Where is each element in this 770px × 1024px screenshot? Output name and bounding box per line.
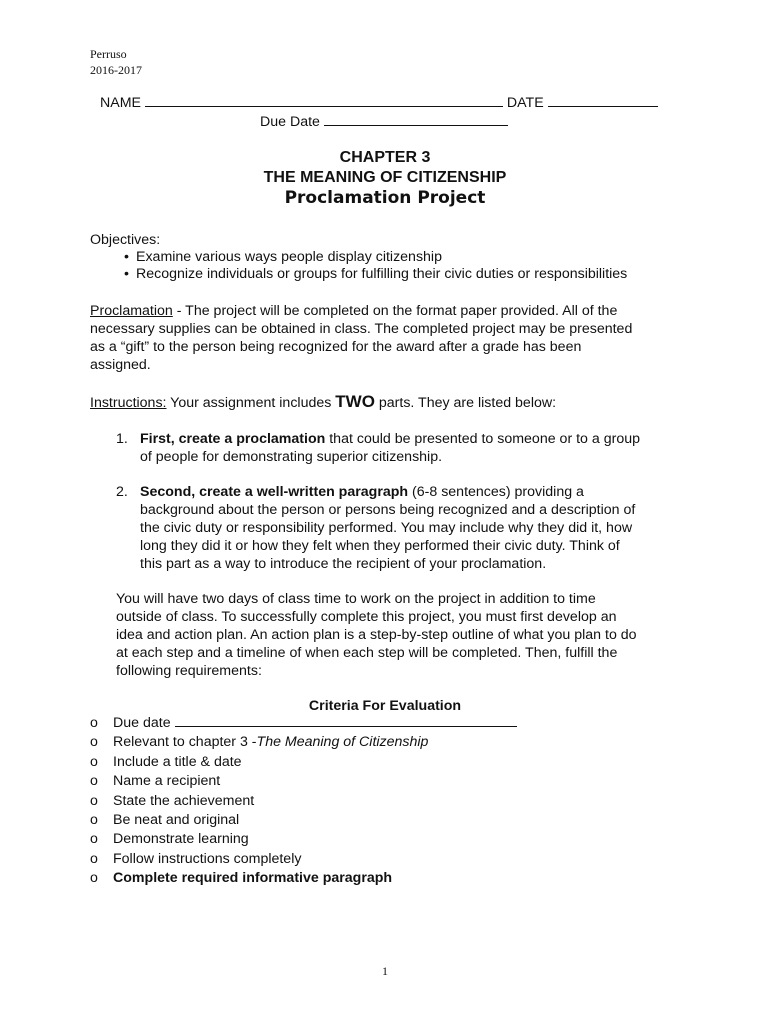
step-1: 1. First, create a proclamation that could be presented to someone or to a group of people for demonstrating superior citizenship. <box>116 431 640 465</box>
criteria-heading: Criteria For Evaluation <box>308 698 462 714</box>
due-date-label: Due Date <box>260 114 320 130</box>
circle-bullet-icon: o <box>90 734 98 751</box>
criteria-item: o Demonstrate learning <box>90 830 517 849</box>
project-title: Proclamation Project <box>284 188 486 208</box>
bullet-icon: • <box>124 249 129 265</box>
criteria-item: o Follow instructions completely <box>90 850 517 869</box>
name-blank <box>145 94 503 107</box>
author-name: Perruso <box>90 47 127 61</box>
date-label: DATE <box>506 95 544 111</box>
due-date-row <box>260 113 508 130</box>
time-paragraph: You will have two days of class time to work on the project in addition to time outside of class. To successfully complete this project, you must first develop an idea and action plan. An action plan is a step-by-step outline of what you plan to do at each step and a timeline of when each step will be completed. Then, fulfill the following requirements: <box>116 591 637 679</box>
circle-bullet-icon: o <box>90 792 98 809</box>
criteria-item: o Relevant to chapter 3 -The Meaning of Citizenship <box>90 733 517 752</box>
page-number: 1 <box>382 964 388 978</box>
circle-bullet-icon: o <box>90 870 98 887</box>
objective-item: • Recognize individuals or groups for fulfilling their civic duties or responsibilities <box>124 266 628 282</box>
criteria-item: o State the achievement <box>90 792 517 811</box>
due-blank <box>175 714 517 727</box>
instructions-line: Instructions: Your assignment includes TWO parts. They are listed below: <box>90 392 557 411</box>
circle-bullet-icon: o <box>90 715 98 731</box>
criteria-item: o Complete required informative paragraph <box>90 869 517 888</box>
instructions-label: Instructions: <box>90 395 167 411</box>
school-year: 2016-2017 <box>90 63 142 77</box>
criteria-list <box>90 714 517 889</box>
due-date-blank <box>324 113 508 126</box>
circle-bullet-icon: o <box>90 812 98 829</box>
meaning-title: THE MEANING OF CITIZENSHIP <box>263 169 507 186</box>
step-2: 2. Second, create a well-written paragraph (6-8 sentences) providing a background about the person or persons being recognized and a description of the civic duty or responsibility performed. You may include why they did it, how long they did it or how they felt when they performed their civic duty. Think of this part as a way to introduce the recipient of your proclamation. <box>116 484 636 572</box>
objectives-label: Objectives: <box>90 232 161 248</box>
criteria-item: o Be neat and original <box>90 811 517 830</box>
proclamation-paragraph: Proclamation - The project will be completed on the format paper provided. All of the necessary supplies can be obtained in class. The completed project may be presented as a “gift” to the person being recognized for the award after a grade has been assigned. <box>90 303 633 373</box>
date-blank <box>548 94 658 107</box>
objective-item: • Examine various ways people display citizenship <box>124 249 442 265</box>
circle-bullet-icon: o <box>90 831 98 848</box>
circle-bullet-icon: o <box>90 773 98 790</box>
criteria-item: o Name a recipient <box>90 772 517 791</box>
name-date-row <box>100 94 658 111</box>
two-emphasis: TWO <box>335 392 375 411</box>
proclamation-term: Proclamation <box>90 303 173 319</box>
bullet-icon: • <box>124 266 129 282</box>
name-label: NAME <box>100 95 141 111</box>
circle-bullet-icon: o <box>90 850 98 867</box>
circle-bullet-icon: o <box>90 753 98 770</box>
criteria-item: o Include a title & date <box>90 753 517 772</box>
chapter-title: CHAPTER 3 <box>339 149 431 166</box>
criteria-item: o Due date <box>90 714 517 733</box>
